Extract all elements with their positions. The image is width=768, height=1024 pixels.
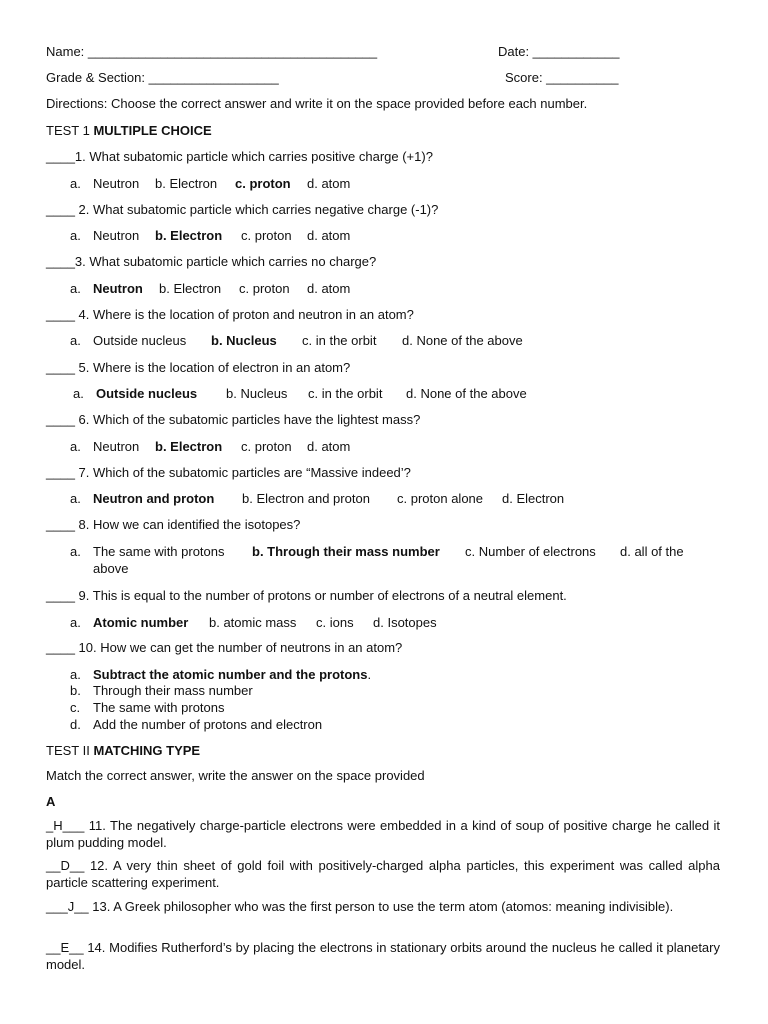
option-letter: a. — [70, 333, 81, 348]
option-letter: c. — [70, 700, 81, 715]
option-a: Neutron — [93, 228, 140, 243]
matching-item-14: __E__ 14. Modifies Rutherford’s by placing the electrons in stationary orbits around the nucleus he called it planetary model. — [46, 940, 720, 972]
option-letter: a. — [70, 439, 81, 454]
option-letter: a. — [70, 491, 81, 506]
question-9: ____ 9. This is equal to the number of protons or number of electrons of a neutral element. — [46, 588, 567, 603]
option-d: d. Isotopes — [373, 615, 437, 630]
question-3: ____3. What subatomic particle which carries no charge? — [46, 254, 377, 269]
option-d-continued: above — [93, 561, 129, 576]
option-letter: a. — [70, 615, 81, 630]
option-b: b. Nucleus — [211, 333, 277, 348]
option-d: d. all of the — [620, 544, 684, 559]
option-b-letter — [252, 544, 440, 559]
option-c: c. proton — [241, 228, 292, 243]
option-d: Add the number of protons and electron — [93, 717, 323, 732]
test1-title: MULTIPLE CHOICE — [93, 123, 212, 138]
option-a: Outside nucleus — [93, 333, 187, 348]
option-letter: a. — [70, 544, 81, 559]
option-b: b. Electron and proton — [242, 491, 370, 506]
option-a: Outside nucleus — [96, 386, 198, 401]
option-c: c. proton — [241, 439, 292, 454]
option-b: b. Through their mass number — [252, 544, 440, 559]
option-a: Subtract the atomic number and the protons. — [93, 667, 372, 682]
option-d: d. atom — [307, 176, 351, 191]
option-c: c. ions — [316, 615, 354, 630]
option-letter: b. — [70, 683, 81, 698]
option-c: c. proton — [239, 281, 290, 296]
option-letter: a. — [70, 228, 81, 243]
option-c: The same with protons — [93, 700, 225, 715]
question-10: ____ 10. How we can get the number of neutrons in an atom? — [46, 640, 403, 655]
option-d: d. Electron — [502, 491, 565, 506]
matching-item-13: ___J__ 13. A Greek philosopher who was the first person to use the term atom (atomos: meaning indivisible). — [46, 899, 674, 914]
name-field-label: Name: ________________________________________ — [46, 44, 378, 59]
option-c: c. proton alone — [397, 491, 484, 506]
option-a: Neutron — [93, 176, 140, 191]
test2-instruction: Match the correct answer, write the answer on the space provided — [46, 768, 425, 783]
question-7: ____ 7. Which of the subatomic particles are “Massive indeed’? — [46, 465, 411, 480]
option-d: d. atom — [307, 228, 351, 243]
question-2: ____ 2. What subatomic particle which carries negative charge (-1)? — [46, 202, 439, 217]
option-d: d. atom — [307, 281, 351, 296]
option-letter: a. — [70, 281, 81, 296]
option-a: Neutron — [93, 281, 143, 296]
question-4: ____ 4. Where is the location of proton and neutron in an atom? — [46, 307, 414, 322]
option-b: b. Electron — [155, 439, 223, 454]
question-6: ____ 6. Which of the subatomic particles have the lightest mass? — [46, 412, 421, 427]
option-d: d. None of the above — [402, 333, 523, 348]
option-b: b. Electron — [159, 281, 222, 296]
question-8: ____ 8. How we can identified the isotopes? — [46, 517, 301, 532]
option-c: c. in the orbit — [308, 386, 383, 401]
test2-title: MATCHING TYPE — [93, 743, 201, 758]
score-field-label: Score: __________ — [505, 70, 619, 85]
option-a: The same with protons — [93, 544, 225, 559]
option-b: b. atomic mass — [209, 615, 297, 630]
option-d: d. None of the above — [406, 386, 527, 401]
option-a: Atomic number — [93, 615, 189, 630]
option-b: b. Electron — [155, 228, 223, 243]
question-5: ____ 5. Where is the location of electron in an atom? — [46, 360, 351, 375]
option-d: d. atom — [307, 439, 351, 454]
option-c: c. in the orbit — [302, 333, 377, 348]
date-field-label: Date: ____________ — [498, 44, 620, 59]
option-c: c. Number of electrons — [465, 544, 596, 559]
directions: Directions: Choose the correct answer and write it on the space provided before each number. — [46, 96, 588, 111]
option-c: c. proton — [235, 176, 291, 191]
option-a: Neutron and proton — [93, 491, 215, 506]
question-1: ____1. What subatomic particle which carries positive charge (+1)? — [46, 149, 433, 164]
option-letter: d. — [70, 717, 81, 732]
column-a-heading: A — [46, 794, 56, 809]
option-b: Through their mass number — [93, 683, 253, 698]
option-b: b. Electron — [155, 176, 218, 191]
option-letter: a. — [73, 386, 84, 401]
test2-heading: TEST II MATCHING TYPE — [46, 743, 201, 758]
option-letter: a. — [70, 176, 81, 191]
grade-section-field-label: Grade & Section: __________________ — [46, 70, 279, 85]
option-letter: a. — [70, 667, 81, 682]
option-a: Neutron — [93, 439, 140, 454]
option-b: b. Nucleus — [226, 386, 288, 401]
matching-item-11: _H___ 11. The negatively charge-particle electrons were embedded in a kind of soup of positive charge he called it plum pudding model. — [46, 818, 720, 850]
test1-heading: TEST 1 MULTIPLE CHOICE — [46, 123, 212, 138]
matching-item-12: __D__ 12. A very thin sheet of gold foil with positively-charged alpha particles, this experiment was called alpha particle scattering experiment. — [46, 858, 720, 890]
